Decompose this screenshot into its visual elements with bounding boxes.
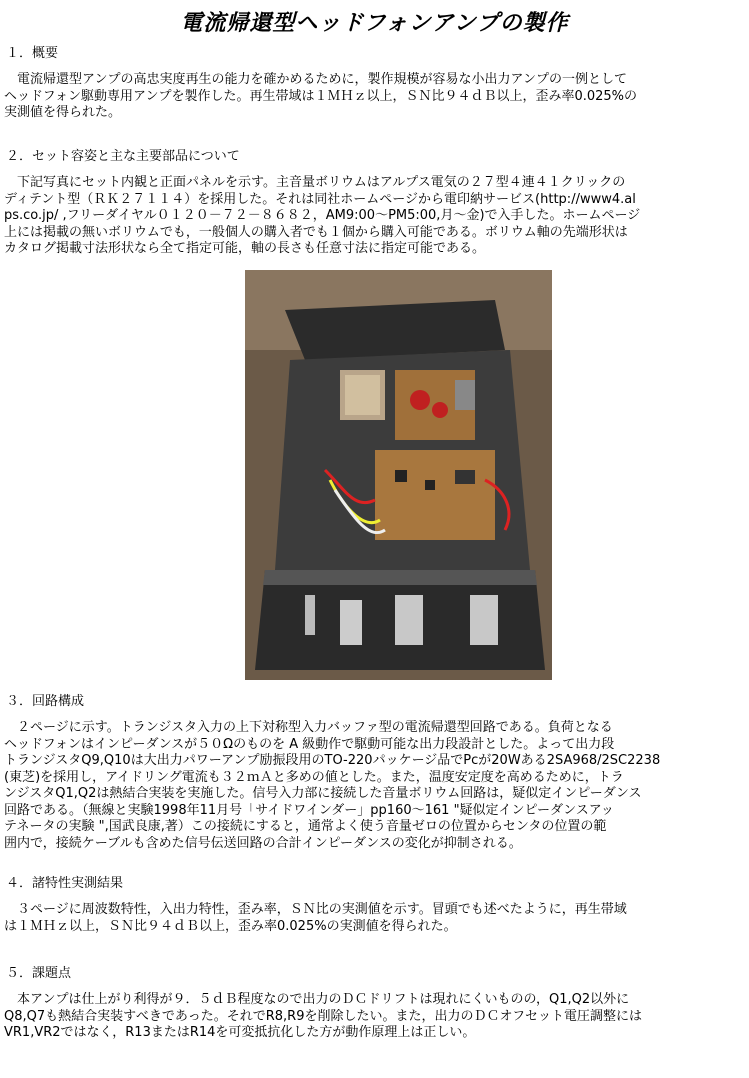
text-line: カタログ掲載寸法形状なら全て指定可能，軸の長さも任意寸法に指定可能である。	[4, 241, 486, 256]
text-line: 下記写真にセット内観と正面パネルを示す。主音量ボリウムはアルプス電気の２７型４連４１クリックの	[4, 175, 626, 190]
section-heading-results: ４．諸特性実測結果	[6, 876, 124, 891]
page-title: 電流帰還型ヘッドフォンアンプの製作	[180, 11, 569, 36]
text-line: VR1,VR2ではなく，R13またはR14を可変抵抗化した方が動作原理上は正しい。	[4, 1025, 476, 1040]
text-line: (東芝)を採用し，アイドリング電流も３２ｍＡと多めの値とした。また，温度安定度を高めるために，トラ	[4, 769, 624, 785]
section-body-parts	[4, 175, 745, 258]
text-line: 本アンプは仕上がり利得が９．５ｄＢ程度なので出力のＤＣドリフトは現れにくいものの，Q1,Q2以外に	[4, 992, 630, 1007]
text-line: テネータの実験 ",国武良康,著）この接続にすると，通常よく使う音量ゼロの位置からセンタの位置の範	[4, 819, 607, 834]
text-line: は１ＭＨｚ以上，ＳＮ比９４ｄＢ以上，歪み率0.025%の実測値を得られた。	[4, 918, 457, 934]
text-line: 回路である。（無線と実験1998年11月号「サイドワインダー」pp160～161 "疑似定インピーダンスアッ	[4, 802, 614, 818]
section-heading-overview: １．概要	[6, 46, 59, 61]
amplifier-photo	[245, 270, 552, 680]
text-line: 実測値を得られた。	[4, 105, 122, 120]
text-line: Q8,Q7も熱結合実装すべきであった。それでR8,R9を削除したい。また，出力のＤＣオフセット電圧調整には	[4, 1008, 642, 1024]
text-line: ２ページに示す。トランジスタ入力の上下対称型入力バッファ型の電流帰還型回路である。負荷となる	[4, 720, 613, 735]
section-heading-parts: ２．セット容姿と主な主要部品について	[6, 149, 240, 164]
text-line: ディテント型（ＲＫ２７１１４）を採用した。それは同社ホームページから電印納サービス(http://www4.al	[4, 191, 636, 207]
text-line: トランジスタQ9,Q10は大出力パワーアンプ励振段用のTO-220パッケージ品でPcが20Wある2SA968/2SC2238	[4, 753, 661, 768]
section-heading-circuit: ３．回路構成	[6, 694, 85, 709]
section-body-overview	[4, 72, 745, 122]
text-line: ３ページに周波数特性，入出力特性，歪み率，ＳＮ比の実測値を示す。冒頭でも述べたように，再生帯域	[4, 902, 627, 917]
text-line: 電流帰還型アンプの高忠実度再生の能力を確かめるために，製作規模が容易な小出力アンプの一例として	[4, 72, 627, 87]
text-line: ヘッドフォンはインピーダンスが５０Ωのものを A 級動作で駆動可能な出力段設計とした。よって出力段	[4, 736, 615, 752]
section-body-circuit	[4, 720, 745, 852]
text-line: 囲内で，接続ケーブルも含めた信号伝送回路の合計インピーダンスの変化が抑制される。	[4, 835, 522, 851]
text-line: ヘッドフォン駆動専用アンプを製作した。再生帯域は１ＭＨｚ以上，ＳＮ比９４ｄＢ以上，歪み率0.025%の	[4, 88, 638, 104]
text-line: 上には掲載の無いボリウムでも，一般個人の購入者でも１個から購入可能である。ボリウム軸の先端形状は	[4, 224, 628, 240]
text-line: ps.co.jp/ ,フリーダイヤル０１２０－７２－８６８２，AM9:00～PM5:00,月～金)で入手した。ホームページ	[4, 208, 641, 223]
section-heading-issues: ５．課題点	[6, 966, 72, 981]
section-body-issues	[4, 992, 745, 1042]
section-body-results	[4, 902, 745, 935]
text-line: ンジスタQ1,Q2は熱結合実装を実施した。信号入力部に接続した音量ボリウム回路は，疑似定インピーダンス	[4, 786, 642, 801]
